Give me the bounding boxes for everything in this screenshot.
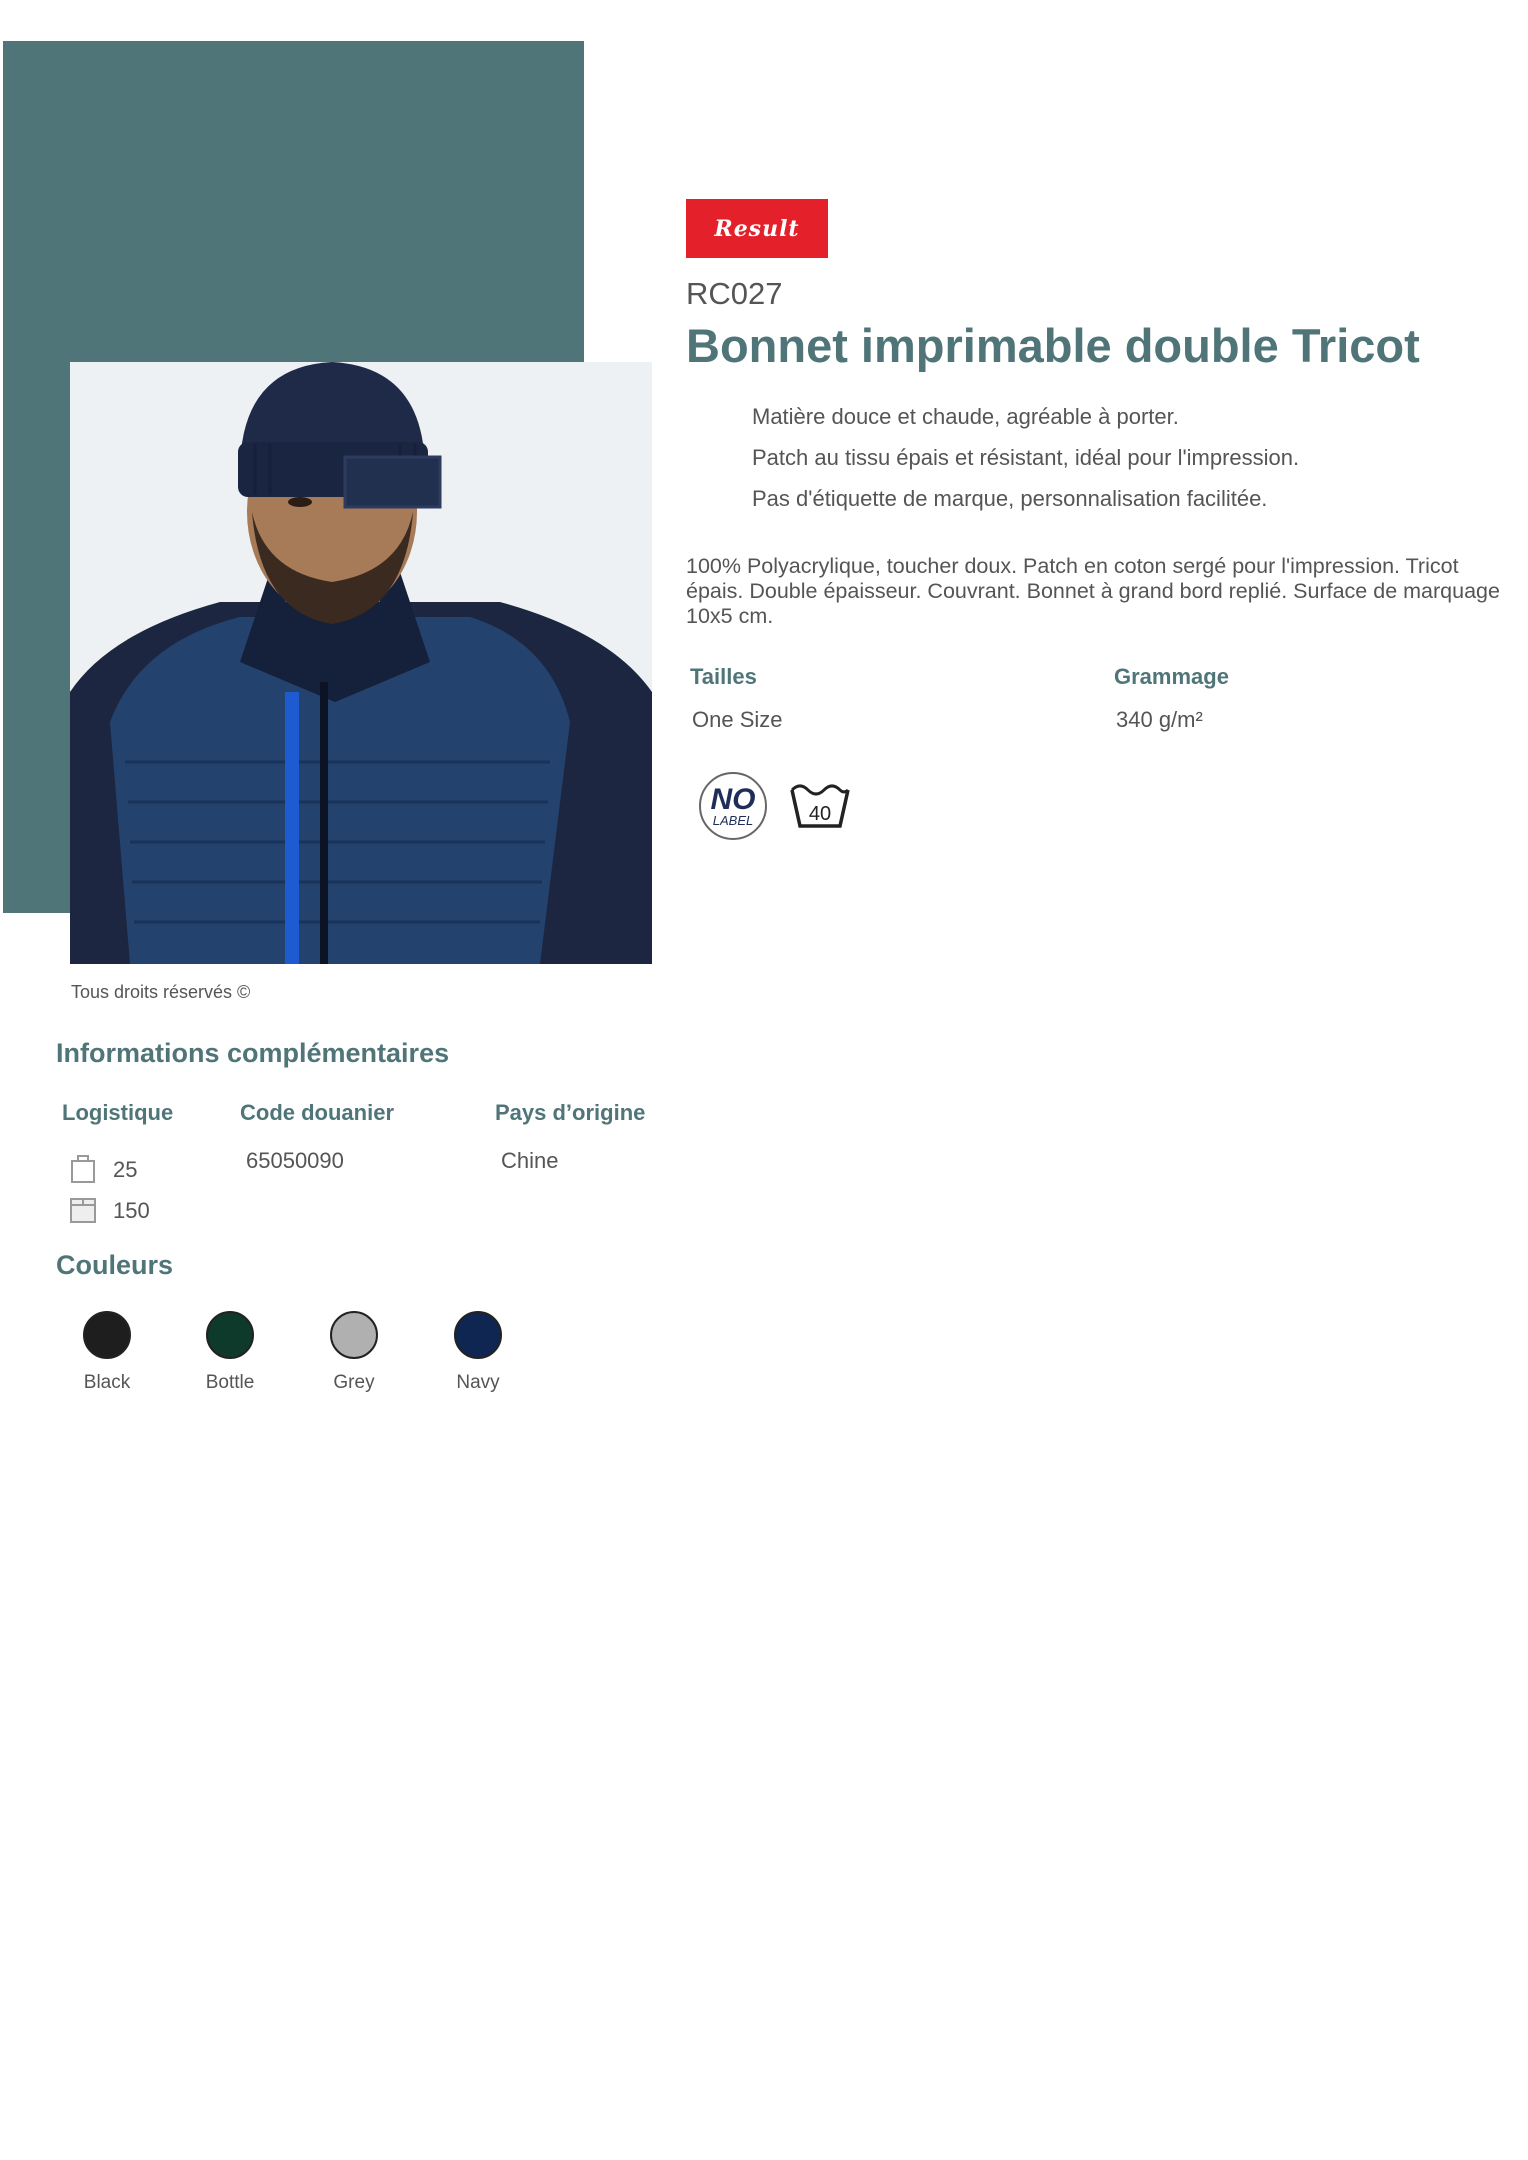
no-label-bottom: LABEL (712, 812, 754, 828)
logistics-inner-value: 25 (113, 1157, 138, 1182)
sizes-value: One Size (692, 707, 783, 732)
weight-label: Grammage (1114, 664, 1229, 689)
customs-code-value: 65050090 (246, 1148, 344, 1173)
color-label: Grey (333, 1372, 375, 1393)
color-swatch-navy[interactable] (454, 1311, 502, 1359)
inner-pack-icon (69, 1154, 97, 1184)
color-label: Bottle (205, 1372, 255, 1393)
colors-section-title: Couleurs (56, 1250, 174, 1280)
color-swatch-grey[interactable] (330, 1311, 378, 1359)
color-label: Black (83, 1372, 131, 1393)
weight-value: 340 g/m² (1116, 707, 1203, 732)
rights-notice: Tous droits réservés © (71, 982, 251, 1002)
feature-list (752, 400, 1299, 523)
logistics-label: Logistique (62, 1100, 174, 1125)
product-title: Bonnet imprimable double Tricot (686, 319, 1420, 372)
feature-item: Patch au tissu épais et résistant, idéal pour l'impression. (752, 445, 1300, 470)
feature-item: Matière douce et chaude, agréable à porter. (752, 404, 1179, 429)
product-photo (70, 362, 652, 964)
customs-label: Code douanier (240, 1100, 395, 1125)
no-label-top: NO (710, 782, 756, 816)
sizes-label: Tailles (690, 664, 757, 689)
origin-country-value: Chine (501, 1148, 559, 1173)
logistics-outer-value: 150 (113, 1198, 150, 1223)
no-label-icon (699, 772, 767, 840)
color-swatch-black[interactable] (83, 1311, 131, 1359)
feature-item: Pas d'étiquette de marque, personnalisation facilitée. (752, 486, 1268, 511)
product-description: 100% Polyacrylique, toucher doux. Patch en coton sergé pour l'impression. Tricot épais. Double épaisseur. Couvrant. Bonnet à grand bord replié. Surface de marquage 10x5 cm. (686, 554, 1500, 628)
product-reference: RC027 (686, 276, 783, 311)
brand-logo (686, 199, 828, 258)
outer-carton-icon (69, 1194, 97, 1224)
info-section-title: Informations complémentaires (56, 1038, 450, 1068)
wash-temp-text: 40 (808, 803, 832, 825)
brand-logo-text: Result (714, 215, 800, 242)
wash-40-icon (788, 780, 852, 830)
color-label: Navy (456, 1372, 500, 1393)
origin-label: Pays d’origine (495, 1100, 646, 1125)
color-swatch-bottle[interactable] (206, 1311, 254, 1359)
